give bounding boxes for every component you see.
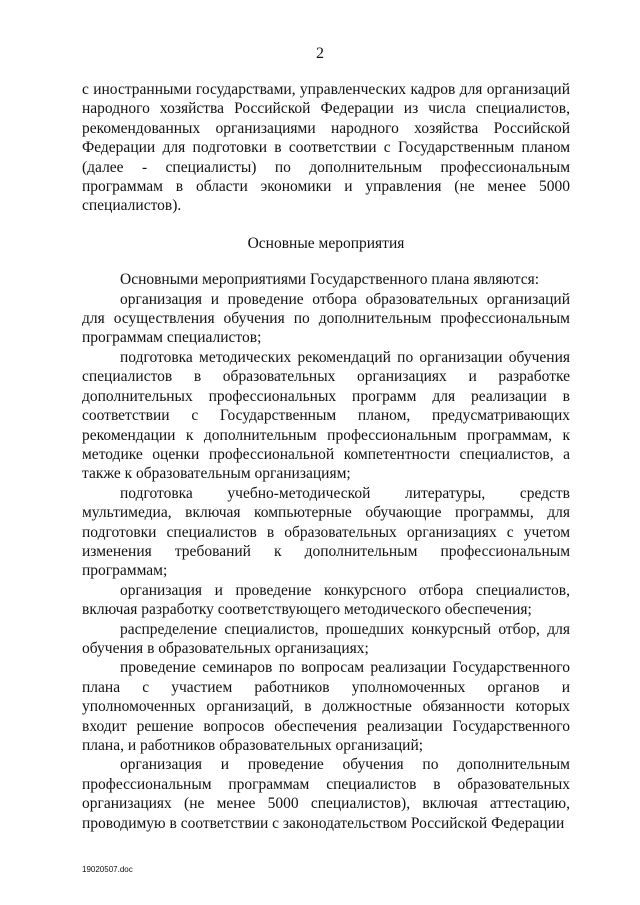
- file-name-footer: 19020507.doc: [82, 865, 133, 874]
- list-item-selection: организация и проведение отбора образовательных организаций для осуществления обучения по дополнительным профессиональным программам специалистов;: [82, 290, 570, 347]
- paragraph-intro: Основными мероприятиями Государственного плана являются:: [120, 271, 540, 289]
- paragraph-continuation: с иностранными государствами, управленческих кадров для организаций народного хозяйства Российской Федерации из числа специалистов, рекомендованных организациями народного хозяйства Российской Федерации для подготовки в соответствии с Государственным планом (далее - специалисты) по дополнительным профессиональным программам в области экономики и управления (не менее 5000 специалистов).: [82, 81, 570, 215]
- list-item-seminars: проведение семинаров по вопросам реализации Государственного плана с участием работников уполномоченных органов и уполномоченных организаций, в должностные обязанности которых входит решение вопросов обеспечения реализации Государственного плана, и работников образовательных организаций;: [82, 659, 570, 754]
- page-number: 2: [316, 45, 324, 62]
- list-item-literature: подготовка учебно-методической литературы, средств мультимедиа, включая компьютерные обучающие программы, для подготовки специалистов в образовательных организациях с учетом изменения требований к дополнительным профессиональным программам;: [82, 484, 570, 580]
- list-item-distribution: распределение специалистов, прошедших конкурсный отбор, для обучения в образовательных организациях;: [82, 620, 570, 657]
- list-item-competitive-selection: организация и проведение конкурсного отбора специалистов, включая разработку соответствующего методического обеспечения;: [82, 581, 570, 619]
- list-item-training: организация и проведение обучения по дополнительным профессиональным программам специалистов в образовательных организациях (не менее 5000 специалистов), включая аттестацию, проводимую в соответствии с законодательством Российской Федерации: [82, 756, 570, 832]
- list-item-recommendations: подготовка методических рекомендаций по организации обучения специалистов в образовательных организациях и разработке дополнительных профессиональных программ для реализации в соответствии с Государственным планом, предусматривающих рекомендации к дополнительным профессиональным программам, к методике оценки профессиональной компетентности специалистов, а также к образовательным организациям;: [82, 348, 570, 483]
- section-heading: Основные мероприятия: [247, 234, 405, 252]
- document-body: [82, 80, 570, 833]
